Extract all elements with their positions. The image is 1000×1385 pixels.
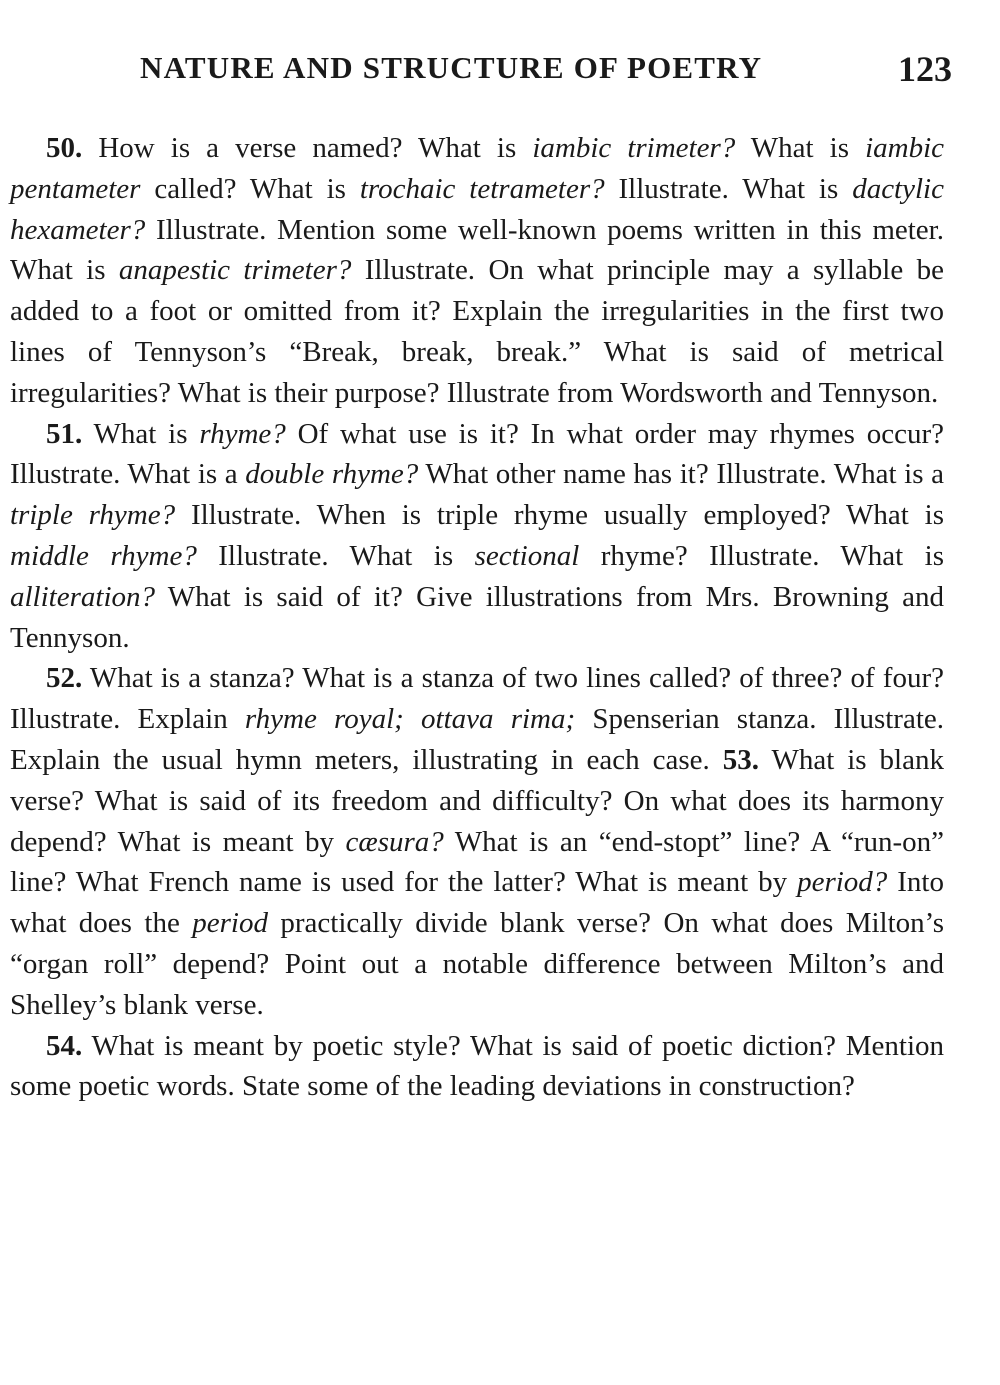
italic-term: iambic trimeter?: [532, 132, 736, 164]
question-paragraph: [10, 658, 944, 1025]
running-head: NATURE AND STRUCTURE OF POETRY: [140, 50, 763, 85]
italic-term: trochaic tetrameter?: [359, 172, 605, 205]
text-run: What is: [82, 417, 200, 450]
text-run: Into what does the: [10, 866, 944, 940]
italic-term: double rhyme?: [245, 458, 419, 491]
text-run: What is blank verse? What is said of its freedom and difficulty? On what does its harmony depend? What is meant by: [10, 743, 944, 858]
page-header: [10, 40, 952, 110]
text-run: What other name has it? Illustrate. What is a: [418, 458, 944, 491]
question-number: 51.: [46, 417, 83, 450]
italic-term: dactylic hexameter?: [10, 172, 944, 246]
text-run: Of what use is it? In what order may rhymes occur? Illustrate. What is a: [10, 417, 945, 491]
italic-term: triple rhyme?: [10, 499, 176, 532]
italic-term: cæsura?: [345, 825, 444, 858]
question-paragraph: [10, 128, 944, 414]
text-run: What is a stanza? What is a stanza of two lines called? of three? of four? Illustrate. Explain: [10, 662, 944, 736]
italic-term: rhyme?: [199, 417, 286, 450]
text-run: practically divide blank verse? On what does Milton’s “organ roll” depend? Point out a notable difference between Milton’s and Shelley’s blank verse.: [10, 907, 944, 1021]
text-run: Spenserian stanza. Illustrate. Explain the usual hymn meters, illustrating in each case.: [10, 703, 944, 776]
text-run: Illustrate. Mention some well-known poems written in this meter. What is: [10, 213, 944, 287]
italic-term: period?: [797, 866, 888, 899]
text-run: Illustrate. What is: [196, 539, 475, 572]
italic-term: sectional: [474, 539, 580, 572]
italic-term: period: [192, 907, 268, 940]
italic-term: rhyme royal; ottava rima;: [244, 703, 576, 736]
text-run: How is a verse named? What is: [82, 132, 533, 164]
question-number: 50.: [46, 132, 83, 164]
text-run: Illustrate. On what principle may a syllable be added to a foot or omitted from it? Explain the irregularities in the first two lines of Tennyson’s “Break, break, break.” What is said of metrical irregularities? What is their purpose? Illustrate from Wordsworth and Tennyson.: [10, 254, 944, 409]
question-number: 52.: [46, 662, 83, 695]
question-number: 54.: [46, 1029, 83, 1062]
text-run: Illustrate. When is triple rhyme usually employed? What is: [175, 499, 944, 532]
question-paragraph: [10, 1026, 944, 1108]
italic-term: middle rhyme?: [10, 539, 197, 572]
page-number: 123: [898, 49, 952, 89]
text-run: What is: [735, 132, 866, 164]
italic-term: alliteration?: [10, 580, 155, 613]
text-run: What is said of it? Give illustrations from Mrs. Browning and Tennyson.: [10, 580, 944, 654]
italic-term: anapestic trimeter?: [118, 254, 352, 287]
text-run: called? What is: [140, 172, 360, 205]
text-run: What is meant by poetic style? What is said of poetic diction? Mention some poetic words. State some of the leading deviations in construction?: [10, 1029, 944, 1103]
text-run: rhyme? Illustrate. What is: [579, 539, 944, 572]
body-text: [10, 128, 944, 1107]
text-run: What is an “end-stopt” line? A “run-on” line? What French name is used for the latter? What is meant by: [10, 825, 945, 899]
question-number: 53.: [722, 743, 759, 776]
question-paragraph: [10, 414, 944, 659]
text-run: Illustrate. What is: [604, 172, 853, 205]
italic-term: iambic pentameter: [10, 132, 944, 205]
